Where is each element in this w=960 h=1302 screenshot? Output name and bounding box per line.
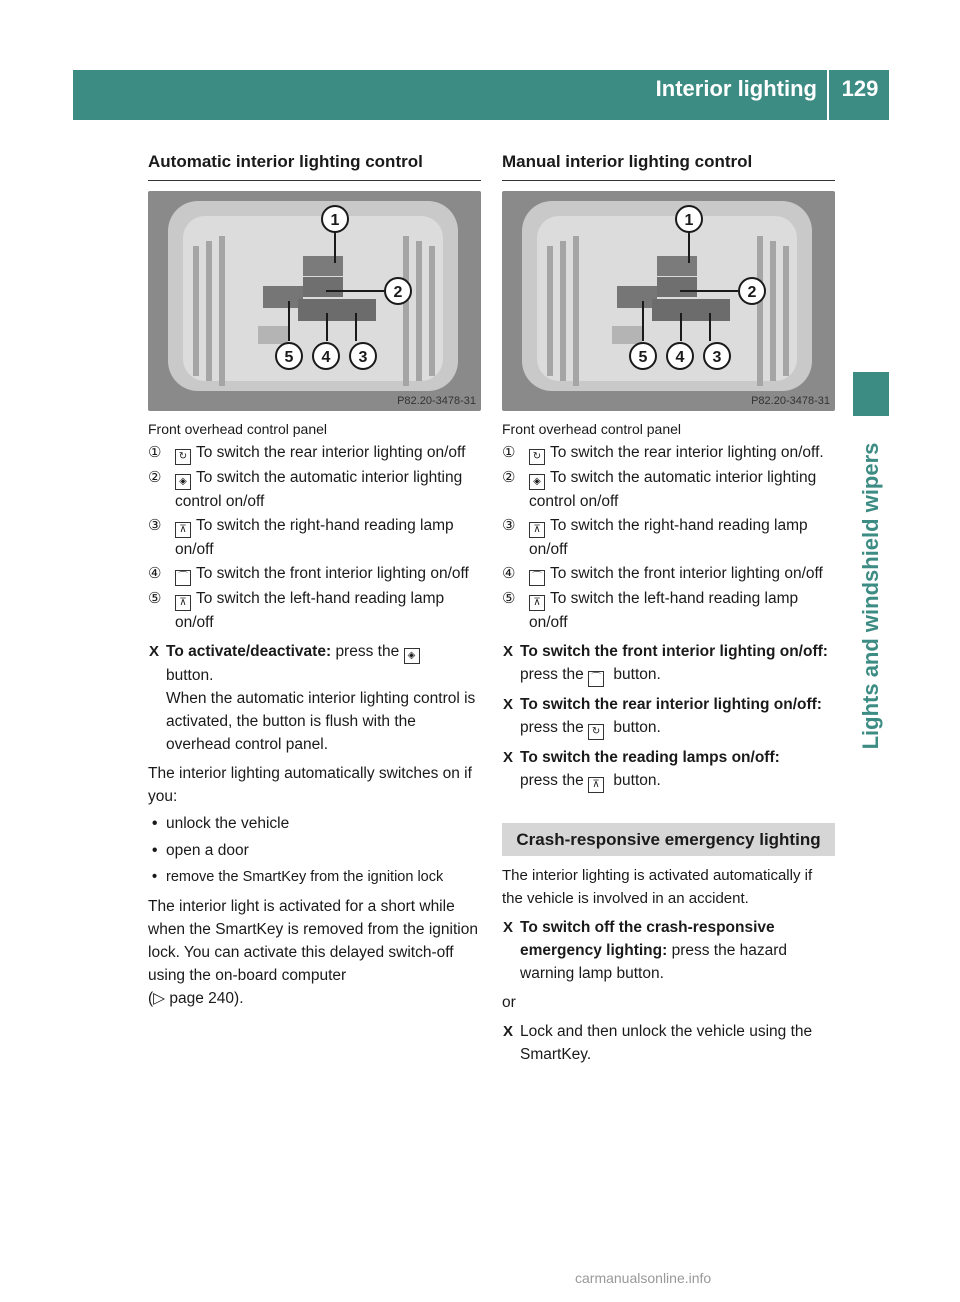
legend-item (502, 587, 835, 634)
auto-off-icon: ◈ (404, 648, 420, 664)
rear-lamp-icon: ↻ (529, 449, 545, 465)
overhead-panel-photo-left (148, 191, 481, 411)
callout-4: 4 (675, 349, 685, 366)
instruction-step (502, 640, 835, 687)
legend-number: ④ (148, 565, 162, 582)
legend-text: To switch the automatic interior lighting control on/off (529, 469, 817, 510)
legend-text: To switch the rear interior lighting on/off (196, 444, 466, 461)
list-item (148, 866, 481, 889)
step-text: press the (520, 719, 584, 736)
front-lamp-icon: ⌒ (588, 671, 604, 687)
legend-number: ③ (148, 517, 162, 534)
or-text: or (502, 994, 516, 1011)
step-text: button. (613, 772, 661, 789)
photo-code: P82.20-3478-31 (397, 395, 476, 407)
right-section-title: Manual interior lighting control (502, 150, 835, 181)
page-number: 129 (841, 76, 879, 101)
step-title: To switch the reading lamps on/off: (520, 749, 780, 766)
paragraph (148, 895, 481, 1010)
legend-number: ② (148, 469, 162, 486)
instruction-step (502, 1020, 835, 1066)
legend-number: ④ (502, 565, 516, 582)
step-text: press the (335, 643, 400, 660)
photo-code: P82.20-3478-31 (751, 395, 830, 407)
step-title: To switch off the crash-responsive emergency lighting: (520, 919, 775, 959)
callout-5: 5 (638, 349, 648, 366)
reading-lamp-icon: ⊼ (588, 777, 604, 793)
page-reference-link[interactable]: (▷ page 240). (148, 990, 244, 1007)
step-text: button. (613, 666, 661, 683)
photo-caption: Front overhead control panel (148, 421, 327, 437)
bullet-icon: • (152, 815, 158, 832)
legend-number: ⑤ (148, 590, 162, 607)
legend-number: ⑤ (502, 590, 516, 607)
instruction-step (502, 746, 835, 793)
legend-item (502, 514, 835, 561)
right-column (502, 150, 835, 1066)
legend-text: To switch the right-hand reading lamp on/off (529, 517, 808, 558)
legend-item (148, 466, 481, 513)
legend-item (148, 441, 481, 465)
step-title: To switch the rear interior lighting on/off: (520, 696, 822, 713)
header-divider (827, 70, 829, 120)
callout-1: 1 (330, 212, 340, 229)
auto-off-icon: ◈ (175, 474, 191, 490)
left-section-title: Automatic interior lighting control (148, 150, 481, 181)
legend-number: ③ (502, 517, 516, 534)
instruction-step (148, 640, 481, 756)
callout-5: 5 (284, 349, 294, 366)
callout-2: 2 (393, 284, 403, 301)
step-text: press the (520, 772, 584, 789)
list-item-text: remove the SmartKey from the ignition lock (166, 869, 444, 885)
auto-off-icon: ◈ (529, 474, 545, 490)
list-item (148, 839, 481, 862)
crash-lighting-heading: Crash-responsive emergency lighting (502, 823, 835, 856)
chapter-label (852, 436, 890, 756)
legend-text: To switch the right-hand reading lamp on/off (175, 517, 454, 558)
step-text: Lock and then unlock the vehicle using the SmartKey. (520, 1023, 813, 1063)
rear-lamp-icon: ↻ (588, 724, 604, 740)
overhead-panel-photo-right (502, 191, 835, 411)
legend-text: To switch the front interior lighting on/off (196, 565, 469, 582)
step-marker-icon: X (503, 696, 514, 713)
bullet-icon: • (152, 869, 158, 885)
reading-lamp-icon: ⊼ (175, 522, 191, 538)
paragraph: The interior lighting automatically switches on if you: (148, 765, 472, 805)
legend-item (148, 514, 481, 561)
paragraph-text: The interior light is activated for a short while when the SmartKey is removed from the ignition lock. You can activate this delayed switch-off using the on-board computer (148, 898, 478, 984)
step-title: To activate/deactivate: (166, 643, 332, 660)
legend-text: To switch the left-hand reading lamp on/off (175, 590, 445, 631)
paragraph: The interior lighting is activated automatically if the vehicle is involved in an accident. (502, 867, 813, 907)
legend-number: ② (502, 469, 516, 486)
step-marker-icon: X (503, 749, 514, 766)
reading-lamp-icon: ⊼ (175, 595, 191, 611)
legend-item (148, 562, 481, 586)
legend-text: To switch the rear interior lighting on/off. (550, 444, 824, 461)
legend-item (148, 587, 481, 634)
chapter-tab (853, 372, 889, 416)
legend-item (502, 562, 835, 586)
step-marker-icon: X (503, 643, 514, 660)
step-text: press the hazard warning lamp button. (520, 942, 788, 982)
callout-2: 2 (747, 284, 757, 301)
callout-4: 4 (321, 349, 331, 366)
callout-3: 3 (712, 349, 722, 366)
legend-number: ① (502, 444, 516, 461)
legend-text: To switch the left-hand reading lamp on/off (529, 590, 799, 631)
chapter-label-text: Lights and windshield wipers (858, 442, 883, 750)
legend-text: To switch the automatic interior lighting control on/off (175, 469, 463, 510)
legend-number: ① (148, 444, 162, 461)
callout-1: 1 (684, 212, 694, 229)
step-marker-icon: X (149, 643, 160, 660)
front-lamp-icon: ⌒ (529, 570, 545, 586)
list-item (148, 812, 481, 835)
step-text: press the (520, 666, 584, 683)
step-text: button. (166, 667, 214, 684)
step-note: When the automatic interior lighting control is activated, the button is flush with the overhead control panel. (166, 690, 476, 753)
reading-lamp-icon: ⊼ (529, 595, 545, 611)
footer-watermark: carmanualsonline.info (575, 1270, 712, 1286)
legend-item (502, 441, 835, 465)
step-title: To switch the front interior lighting on/off: (520, 643, 828, 660)
rear-lamp-icon: ↻ (175, 449, 191, 465)
list-item-text: unlock the vehicle (166, 815, 290, 832)
front-lamp-icon: ⌒ (175, 570, 191, 586)
step-marker-icon: X (503, 1023, 514, 1040)
photo-caption: Front overhead control panel (502, 421, 681, 437)
bullet-icon: • (152, 842, 158, 859)
instruction-step (502, 916, 835, 985)
reading-lamp-icon: ⊼ (529, 522, 545, 538)
left-column (148, 150, 481, 1010)
callout-3: 3 (358, 349, 368, 366)
step-marker-icon: X (503, 919, 514, 936)
header-bar (73, 70, 889, 120)
step-text: button. (613, 719, 661, 736)
list-item-text: open a door (166, 842, 249, 859)
legend-item (502, 466, 835, 513)
legend-text: To switch the front interior lighting on/off (550, 565, 823, 582)
section-title: Interior lighting (655, 76, 817, 101)
instruction-step (502, 693, 835, 740)
